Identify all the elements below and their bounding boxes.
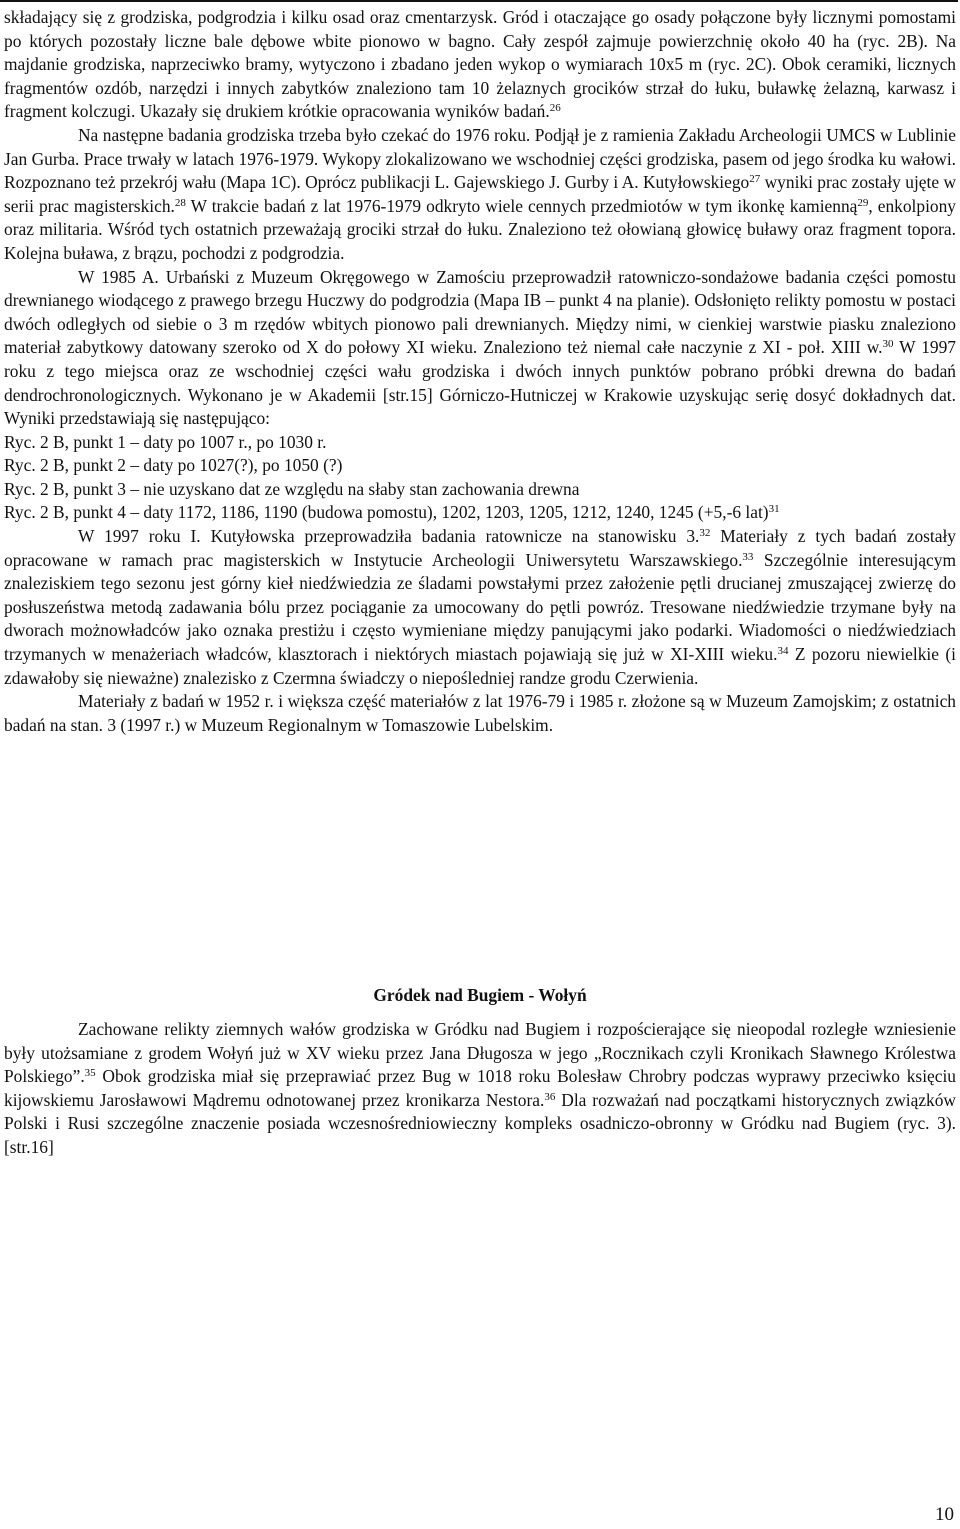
list-item: Ryc. 2 B, punkt 1 – daty po 1007 r., po 1030 r. — [4, 431, 327, 452]
main-text-block — [4, 6, 956, 737]
paragraph-text: Materiały z tych badań zostały opracowane w ramach prac magisterskich w Instytucie Archeologii Uniwersytetu Warszawskiego. — [4, 526, 956, 570]
list-item — [4, 501, 956, 525]
paragraph — [4, 6, 956, 124]
paragraph-text: Materiały z badań w 1952 r. i większa część materiałów z lat 1976-79 i 1985 r. złożone są w Muzeum Zamojskim; z ostatnich badań na stan. 3 (1997 r.) w Muzeum Regionalnym w Tomaszowie Lubelskim. — [4, 691, 956, 735]
list-item: Ryc. 2 B, punkt 2 – daty po 1027(?), po 1050 (?) — [4, 455, 343, 476]
page-number: 10 — [935, 1504, 954, 1525]
list-item: Ryc. 2 B, punkt 3 – nie uzyskano dat ze względu na słaby stan zachowania drewna — [4, 478, 580, 499]
footnote-ref[interactable]: 36 — [544, 1090, 556, 1103]
paragraph-text: Szczególnie interesującym znaleziskiem tego sezonu jest górny kieł niedźwiedzia ze śladami powstałymi przez założenie pętli drucianej zmuszającej zwierzę do posłuszeństwa metodą zadawania bólu przez pociąganie za umocowany do pętli powróz. Tresowane niedźwiedzie trzymane były na dworach możnowładców jako oznaka prestiżu i często wymieniane między panującymi jako podarki. Wiadomości o niedźwiedziach trzymanych w menażeriach władców, klasztorach i niektórych miastach pojawiają się już w XI-XIII wieku. — [4, 549, 956, 665]
paragraph-text: W 1997 roku z tego miejsca oraz ze wschodniej części wału grodziska i dwóch innych punktów pobrano próbki drewna do badań dendrochronologicznych. Wykonano je w Akademii [str.15] Górniczo-Hutniczej w Krakowie uzyskując serię dosyć dokładnych dat. Wyniki przedstawiają się następująco: — [4, 337, 956, 429]
section-text-block — [4, 1018, 956, 1160]
paragraph-text: wyniki prac zostały ujęte w serii prac magisterskich. — [4, 172, 957, 216]
footnote-ref[interactable]: 34 — [777, 645, 789, 658]
paragraph — [4, 1018, 956, 1160]
footnote-ref[interactable]: 26 — [549, 102, 561, 115]
section-title: Gródek nad Bugiem - Wołyń — [373, 985, 587, 1005]
paragraph-text: W trakcie badań z lat 1976-1979 odkryto wiele cennych przedmiotów w tym ikonkę kamienną — [185, 195, 858, 216]
paragraph-text: Z pozoru niewielkie (i zdawałoby się nieważne) znalezisko z Czermna świadczy o niepośledniej randze grodu Czerwienia. — [4, 644, 956, 688]
footnote-ref[interactable]: 30 — [882, 338, 894, 351]
footnote-ref[interactable]: 29 — [857, 196, 869, 209]
footnote-ref[interactable]: 32 — [699, 527, 711, 540]
paragraph-text: Zachowane relikty ziemnych wałów grodziska w Gródku nad Bugiem i rozpościerające się nieopodal rozległe wzniesienie były utożsamiane z grodem Wołyń już w XV wieku przez Jana Długosza w jego „Rocznikach czyli Kronikach Sławnego Królestwa Polskiego”. — [4, 1019, 956, 1087]
paragraph — [4, 124, 956, 266]
paragraph — [4, 690, 956, 737]
paragraph-text: W 1997 roku I. Kutyłowska przeprowadziła badania ratownicze na stanowisku 3. — [78, 526, 700, 547]
page-top-rule — [0, 0, 958, 2]
footnote-ref[interactable]: 28 — [174, 196, 186, 209]
list-item-text: Ryc. 2 B, punkt 4 – daty 1172, 1186, 1190 (budowa pomostu), 1202, 1203, 1205, 1212, 1240, 1245 (+5,-6 lat) — [4, 502, 769, 523]
paragraph-text: Dla rozważań nad początkami historycznych związków Polski i Rusi szczególne znaczenie posiada wczesnośredniowieczny kompleks osadniczo-obronny w Gródku nad Bugiem (ryc. 3). [str.16] — [4, 1089, 956, 1157]
footnote-ref[interactable]: 33 — [742, 550, 754, 563]
paragraph-text: Obok grodziska miał się przeprawiać przez Bug w 1018 roku Bolesław Chrobry podczas wyprawy przeciwko księciu kijowskiemu Jarosławowi Mądremu odnotowanej przez kronikarza Nestora. — [4, 1066, 956, 1110]
footnote-ref[interactable]: 27 — [749, 173, 761, 186]
paragraph-text: składający się z grodziska, podgrodzia i kilku osad oraz cmentarzysk. Gród i otaczające go osady połączone były licznymi pomostami po których pozostały liczne bale dębowe wbite pionowo w bagno. Cały zespół zajmuje powierzchnię około 40 ha (ryc. 2B). Na majdanie grodziska, naprzeciwko bramy, wytyczono i zbadano jeden wykop o wymiarach 10x5 m (ryc. 2C). Obok ceramiki, licznych fragmentów ozdób, narzędzi i innych zabytków znaleziono tam 10 żelaznych grocików strzał do łuku, buławkę żelazną, karwasz i fragment kolczugi. Ukazały się drukiem krótkie opracowania wyników badań. — [4, 7, 956, 122]
footnote-ref[interactable]: 35 — [84, 1067, 96, 1080]
paragraph-text: W 1985 A. Urbański z Muzeum Okręgowego w Zamościu przeprowadził ratowniczo-sondażowe badania części pomostu drewnianego wiodącego z prawego brzegu Huczwy do podgrodzia (Mapa IB – punkt 4 na planie). Odsłonięto relikty pomostu w postaci dwóch odległych od siebie o 3 m rzędów wbitych pionowo pali drewnianych. Między nimi, w cienkiej warstwie piasku znaleziono materiał zabytkowy datowany szeroko od X do połowy XI wieku. Znaleziono też niemal całe naczynie z XI - poł. XIII w. — [4, 266, 956, 358]
paragraph — [4, 266, 956, 431]
paragraph — [4, 525, 956, 690]
footnote-ref[interactable]: 31 — [768, 503, 780, 516]
paragraph-text: , enkolpiony oraz militaria. Wśród tych ostatnich przeważają grociki strzał do łuku. Znaleziono też ołowianą głowicę buławy oraz fragment topora. Kolejna buława, z brązu, pochodzi z podgrodzia. — [4, 195, 957, 263]
paragraph-text: Na następne badania grodziska trzeba było czekać do 1976 roku. Podjął je z ramienia Zakładu Archeologii UMCS w Lublinie Jan Gurba. Prace trwały w latach 1976-1979. Wykopy zlokalizowano we wschodniej części grodziska, pasem od jego środka ku wałowi. Rozpoznano też przekrój wału (Mapa 1C). Oprócz publikacji L. Gajewskiego J. Gurby i A. Kutyłowskiego — [4, 124, 956, 193]
